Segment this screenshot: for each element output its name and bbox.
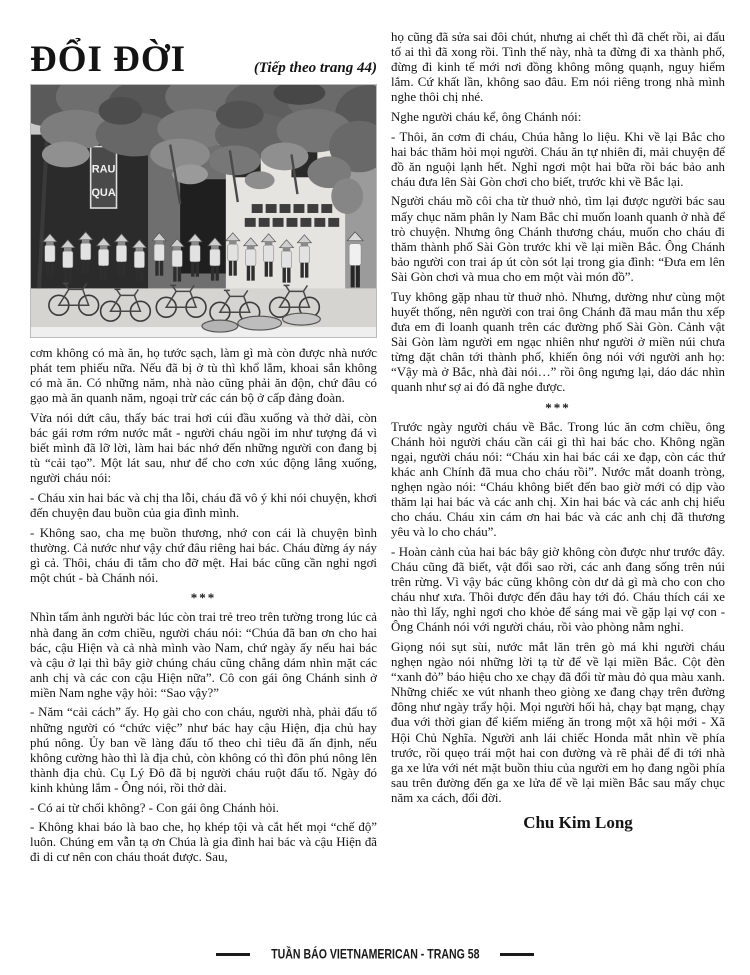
paragraph: Giọng nói sụt sùi, nước mắt lăn trên gò má khi người cháu nghẹn ngào nói những lời tạ từ để về lại miền Bắc. Cột đèn “xanh đỏ” báo hiệu cho xe chạy đã đổi từ màu đỏ qua màu xanh. Những chiếc xe vút nhanh theo giòng xe đang chạy trên đường đông như ngày trẩy hội. Mọi người hối hả, chạy bạt mạng, chạy đua với thời gian để kiếm miếng ăn trong một xã hội mới - Xã Hội Chủ Nghĩa. Người anh lái chiếc Honda mắt nhìn về phía trước, rồi quẹo trái một hai con đường và rẽ phải để đi tới nhà ga xe lửa với nét mặt buồn thiu của người em họ đang ngồi phía sau trên đường đến ga xe lửa để về lại miền Bắc sau mấy chục năm xa cách, đổi đời. xyxy=(391,639,725,805)
paragraph: Nghe người cháu kể, ông Chánh nói: xyxy=(391,109,582,124)
paragraph: - Không khai báo là bao che, họ khép tội và cắt hết mọi “chế độ” luôn. Chúng em vẫn tạ ơn Chúa là gia đình hai bác và cậu Hiện đã đi di cư nên con cháu thoát được. Sau, xyxy=(30,820,377,865)
paragraph: - Có ai từ chối không? - Con gái ông Chánh hỏi. xyxy=(30,800,280,815)
paragraph: Nhìn tấm ảnh người bác lúc còn trai trẻ treo trên tường trong lúc cả nhà đang ăn cơm chiều, người cháu nói: “Chúa đã ban ơn cho hai bác, cậu Hiện và cả nhà mình vào Nam, chứ ngày ấy nếu hai bác và cậu ở lại thì bây giờ chúng cháu cũng chẳng dám nhìn mặt các anh chị và các con cậu Hiện nữa”. Cô con gái ông Chánh sinh ở miền Nam nghe vậy hỏi: “Sao vậy?” xyxy=(30,610,377,700)
paragraph: Tuy không gặp nhau từ thuở nhỏ. Nhưng, dường như cùng một huyết thống, nên người con trai ông Chánh đã mau mắn thu xếp đưa em đi loanh quanh trên các đường phố Sài Gòn. Cảnh vật Sài Gòn làm người em ngạc nhiên như người ở miền núi chưa từng đặt chân tới thành phố, khiến ông nói với người anh họ: “Vậy mà ở Bắc, nhà đài nói…” rồi ông ngưng lại, dáo dác nhìn quanh như sợ ai đó đã nghe được. xyxy=(391,289,725,395)
author-signature: Chu Kim Long xyxy=(523,813,633,832)
page-title: ĐỔI ĐỜI xyxy=(30,39,187,80)
continuation-note: (Tiếp theo trang 44) xyxy=(253,60,377,76)
paragraph: - Cháu xin hai bác và chị tha lỗi, cháu đã vô ý khi nói chuyện, khơi đến chuyện đau buồn của gia đình mình. xyxy=(30,490,377,520)
left-column xyxy=(30,26,377,870)
footer-rule-left xyxy=(216,953,250,956)
article-header xyxy=(30,26,377,78)
footer-rule-right xyxy=(500,953,534,956)
page-footer xyxy=(0,947,750,961)
paragraph: - Không sao, cha mẹ buồn thương, nhớ con cái là chuyện bình thường. Cả nước như vậy chứ đâu riêng hai bác. Cháu đừng áy náy gì cả. Thôi, cháu đi tắm cho đỡ mệt. Hai bác cũng cần nghỉ ngơi một chút - bà Chánh nói. xyxy=(30,525,377,585)
footer-text: TUẦN BÁO VIETNAMERICAN - TRANG 58 xyxy=(270,946,480,962)
shop-sign xyxy=(91,147,117,209)
paragraph: Người cháu mồ côi cha từ thuở nhỏ, tìm lại được người bác sau mấy chục năm phân ly Nam Bắc chỉ muốn loanh quanh ở nhà để trò chuyện. Nhưng ông Chánh thương cháu, muốn cho cháu đi thăm thành phố Sài Gòn trước khi về lại miền Bắc. Ông Chánh bảo người con trai áp út còn sót lại trong gia đình: “Đưa em lên Sài Gòn chơi và mua cho em một vài món đồ”. xyxy=(391,194,725,284)
section-separator: *** xyxy=(190,590,217,606)
paragraph: - Thôi, ăn cơm đi cháu, Chúa hằng lo liệu. Khi về lại Bắc cho hai bác thăm hỏi mọi người. Cháu ăn tự nhiên đi, mải chuyện để đồ ăn nguội lạnh hết. Nghỉ ngơi một hai bữa rồi bác bảo anh cháu đưa lên Sài Gòn chơi cho biết, trước khi về Bắc lại. xyxy=(391,129,725,189)
article-photo xyxy=(30,84,377,338)
right-column xyxy=(391,26,725,870)
sign-text-line1: RAU xyxy=(91,163,116,176)
paragraph: họ cũng đã sửa sai đôi chút, nhưng ai chết thì đã chết rồi, ai đấu tố ai thì đã xong rồi. Tình thế này, nhà ta đừng đi xa thành phố, đừng đi kinh tế mới nơi đồng không mông quạnh, nguy hiểm lắm. Cứ khất lần, không sao đâu. Em nói riêng trong nhà mình nghe thôi chị nhé. xyxy=(391,30,725,105)
paragraph: - Năm “cải cách” ấy. Họ gài cho con cháu, người nhà, phải đấu tố những người có “chức việc” như bác hay cậu Hiện, địa chủ hay phú nông. Ủy ban về làng đấu tố theo chỉ tiêu đã ấn định, nếu không cường hào thì là địa chủ, còn không có thì đôn phú nông lên thành địa chủ. Cụ Lý Đô đã bị người cháu ruột đấu tố. Ngày đó kinh khủng lắm - Ông nói, rồi thở dài. xyxy=(30,705,377,795)
paragraph: cơm không có mà ăn, họ tước sạch, làm gì mà còn được nhà nước phát tem phiếu nữa. Nếu đã bị ở tù thì khổ lắm, khoai sắn không có mà ăn. Có những năm, nhà nào cũng phải ăn độn, chứ đâu có gạo mà ăn quanh năm, ngoại trừ các cán bộ ở cấp đảng đoàn. xyxy=(30,346,377,406)
paragraph: Vừa nói dứt câu, thấy bác trai hơi cúi đầu xuống và thở dài, còn bác gái rơm rớm nước mắt - người cháu ngồi im như tượng đá vì biết mình đã lỡ lời, làm hai bác nhớ đến những người con đang bị tù “cải tạo”. Một lát sau, như để cho cơn xúc động lắng xuống, người cháu nói: xyxy=(30,410,377,486)
paragraph: Trước ngày người cháu về Bắc. Trong lúc ăn cơm chiều, ông Chánh hỏi người cháu cần cái gì thì hai bác cho. Không ngần ngại, người cháu nói: “Cháu xin hai bác cái xe đạp, còn các thứ khác anh Chính đã mua cho cháu rồi”. Nước mắt doanh tròng, nghẹn ngào nói: “Cháu không biết đến bao giờ mới có dịp vào thăm lại hai bác và các anh chị. Xin hai bác và các anh chị hiểu cho cháu. Cháu xin cám ơn hai bác và các anh chị đã thương yêu và lo cho cháu”. xyxy=(391,419,725,540)
paragraph: - Hoàn cảnh của hai bác bây giờ không còn được như trước đây. Cháu cũng đã biết, vật đổi sao rời, các anh đang sống trên núi trên rừng. Vì vậy bác cũng không còn dư dả gì mà cho con cho cháu như xưa. Thôi được đến đâu hay tới đó. Cháu thích cái xe nào thì lấy, nghỉ ngơi cho khỏe để sáng mai về gặp lại vợ con - Ông Chánh nói với người cháu, rồi vào phòng nằm nghỉ. xyxy=(391,544,725,635)
sign-text-line2: QUA xyxy=(91,187,116,200)
section-separator: *** xyxy=(545,399,571,415)
street-market-photo xyxy=(31,85,376,337)
